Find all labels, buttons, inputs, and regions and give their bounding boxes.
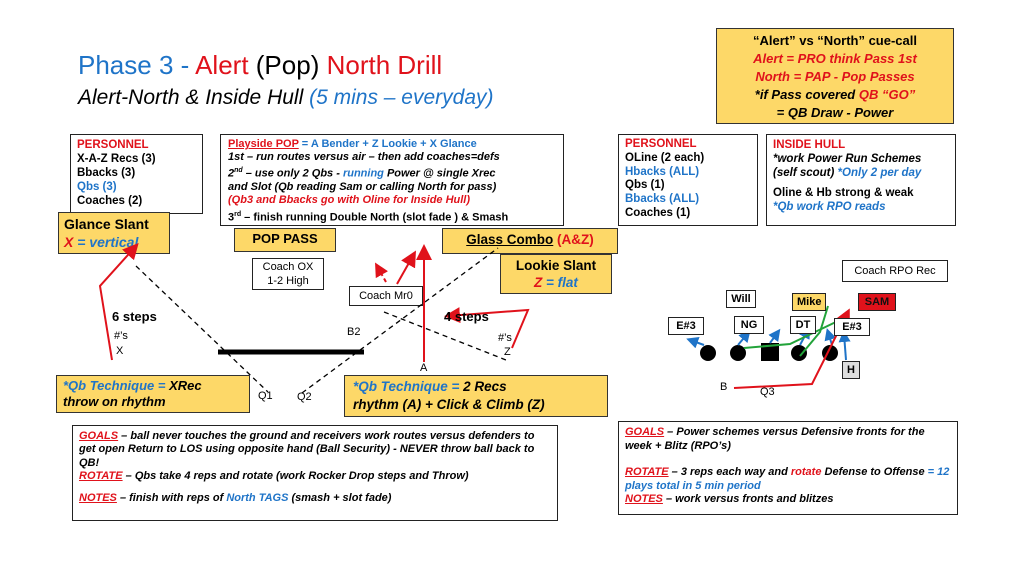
e3-left-label: E#3 [668,317,704,335]
b-back-label: B [720,381,728,393]
oline-player [791,345,807,361]
coach-mr0-label: Coach Mr0 [349,286,423,306]
cue-line-2: Alert = PRO think Pass 1st [753,51,917,66]
x-glance-route [100,246,136,360]
inside-hull-box: INSIDE HULL *work Power Run Schemes (self scout) *Only 2 per day Oline & Hb strong & weak *Qb work RPO reads [766,134,956,226]
b2-player-label: B2 [347,326,361,338]
dt-label: DT [790,316,816,334]
z-hash-label: #’s [498,332,512,344]
coach-rpo-label: Coach RPO Rec [842,260,948,282]
h-back-label: H [842,361,860,379]
block-arrow [844,334,846,360]
q1-player-label: Q1 [258,390,273,402]
cue-line-4: *if Pass covered QB “GO” [754,87,916,102]
x-steps-label: 6 steps [112,309,157,324]
will-label: Will [726,290,756,308]
x-player-label: X [116,345,124,357]
cue-line-1: “Alert” vs “North” cue-call [753,33,917,48]
sam-label: SAM [858,293,896,311]
oline-player [700,345,716,361]
cue-line-3: North = PAP - Pop Passes [755,69,915,84]
q3-label: Q3 [760,386,775,398]
mike-label: Mike [792,293,826,311]
page-subtitle: Alert-North & Inside Hull (5 mins – everyday) [78,86,494,109]
qb-technique-left: *Qb Technique = XRec throw on rhythm [56,375,250,413]
block-arrow [738,333,748,345]
playside-pop-box: Playside POP = A Bender + Z Lookie + X Glance 1st – run routes versus air – then add coaches=defs 2nd – use only 2 Qbs - running Power @ single Xrec and Slot (Qb reading Sam or calling North for pass) (Qb3 and Bbacks go with Oline for Inside Hull) 3rd – finish running Double North (slot fade ) & Smash [220,134,564,226]
block-arrow [690,340,704,345]
x-route-dashed [136,266,268,392]
x-hash-label: #’s [114,330,128,342]
page-title: Phase 3 - Alert (Pop) North Drill [78,50,443,80]
z-steps-label: 4 steps [444,309,489,324]
glance-slant-box: Glance Slant X = vertical [58,212,170,254]
e3-right-label: E#3 [834,318,870,336]
coach-ox-label: Coach OX 1-2 High [252,258,324,290]
bender-route [397,254,414,284]
z-player-label: Z [504,346,511,358]
q2-player-label: Q2 [297,391,312,403]
glass-combo-label: Glass Combo (A&Z) [442,228,618,254]
cue-line-5: = QB Draw - Power [776,105,894,120]
goals-right-box: GOALS – Power schemes versus Defensive fronts for the week + Blitz (RPO’s) ROTATE – 3 reps each way and rotate Defense to Offense = 12 plays total in 5 min period NOTES – work versus fronts and blitzes [618,421,958,515]
personnel-right-box: PERSONNEL OLine (2 each) Hbacks (ALL) Qbs (1) Bbacks (ALL) Coaches (1) [618,134,758,226]
personnel-left-box: PERSONNEL X-A-Z Recs (3) Bbacks (3) Qbs (3) Coaches (2) [70,134,203,214]
bender-dashed-arrow [377,266,386,282]
goals-left-box: GOALS – ball never touches the ground and receivers work routes versus defenders to get open Return to LOS using opposite hand (Ball Security) - NEVER throw ball back to QB! ROTATE – Qbs take 4 reps and rotate (work Rocker Drop steps and Throw) NOTES – finish with reps of North TAGS (smash + slot fade) [72,425,558,521]
block-arrow [770,332,778,343]
a-player-label: A [420,362,428,374]
lookie-slant-box: Lookie Slant Z = flat [500,254,612,294]
ng-label: NG [734,316,764,334]
pop-pass-label: POP PASS [234,228,336,252]
oline-player [730,345,746,361]
qb-technique-middle: *Qb Technique = 2 Recs rhythm (A) + Click & Climb (Z) [344,375,608,417]
